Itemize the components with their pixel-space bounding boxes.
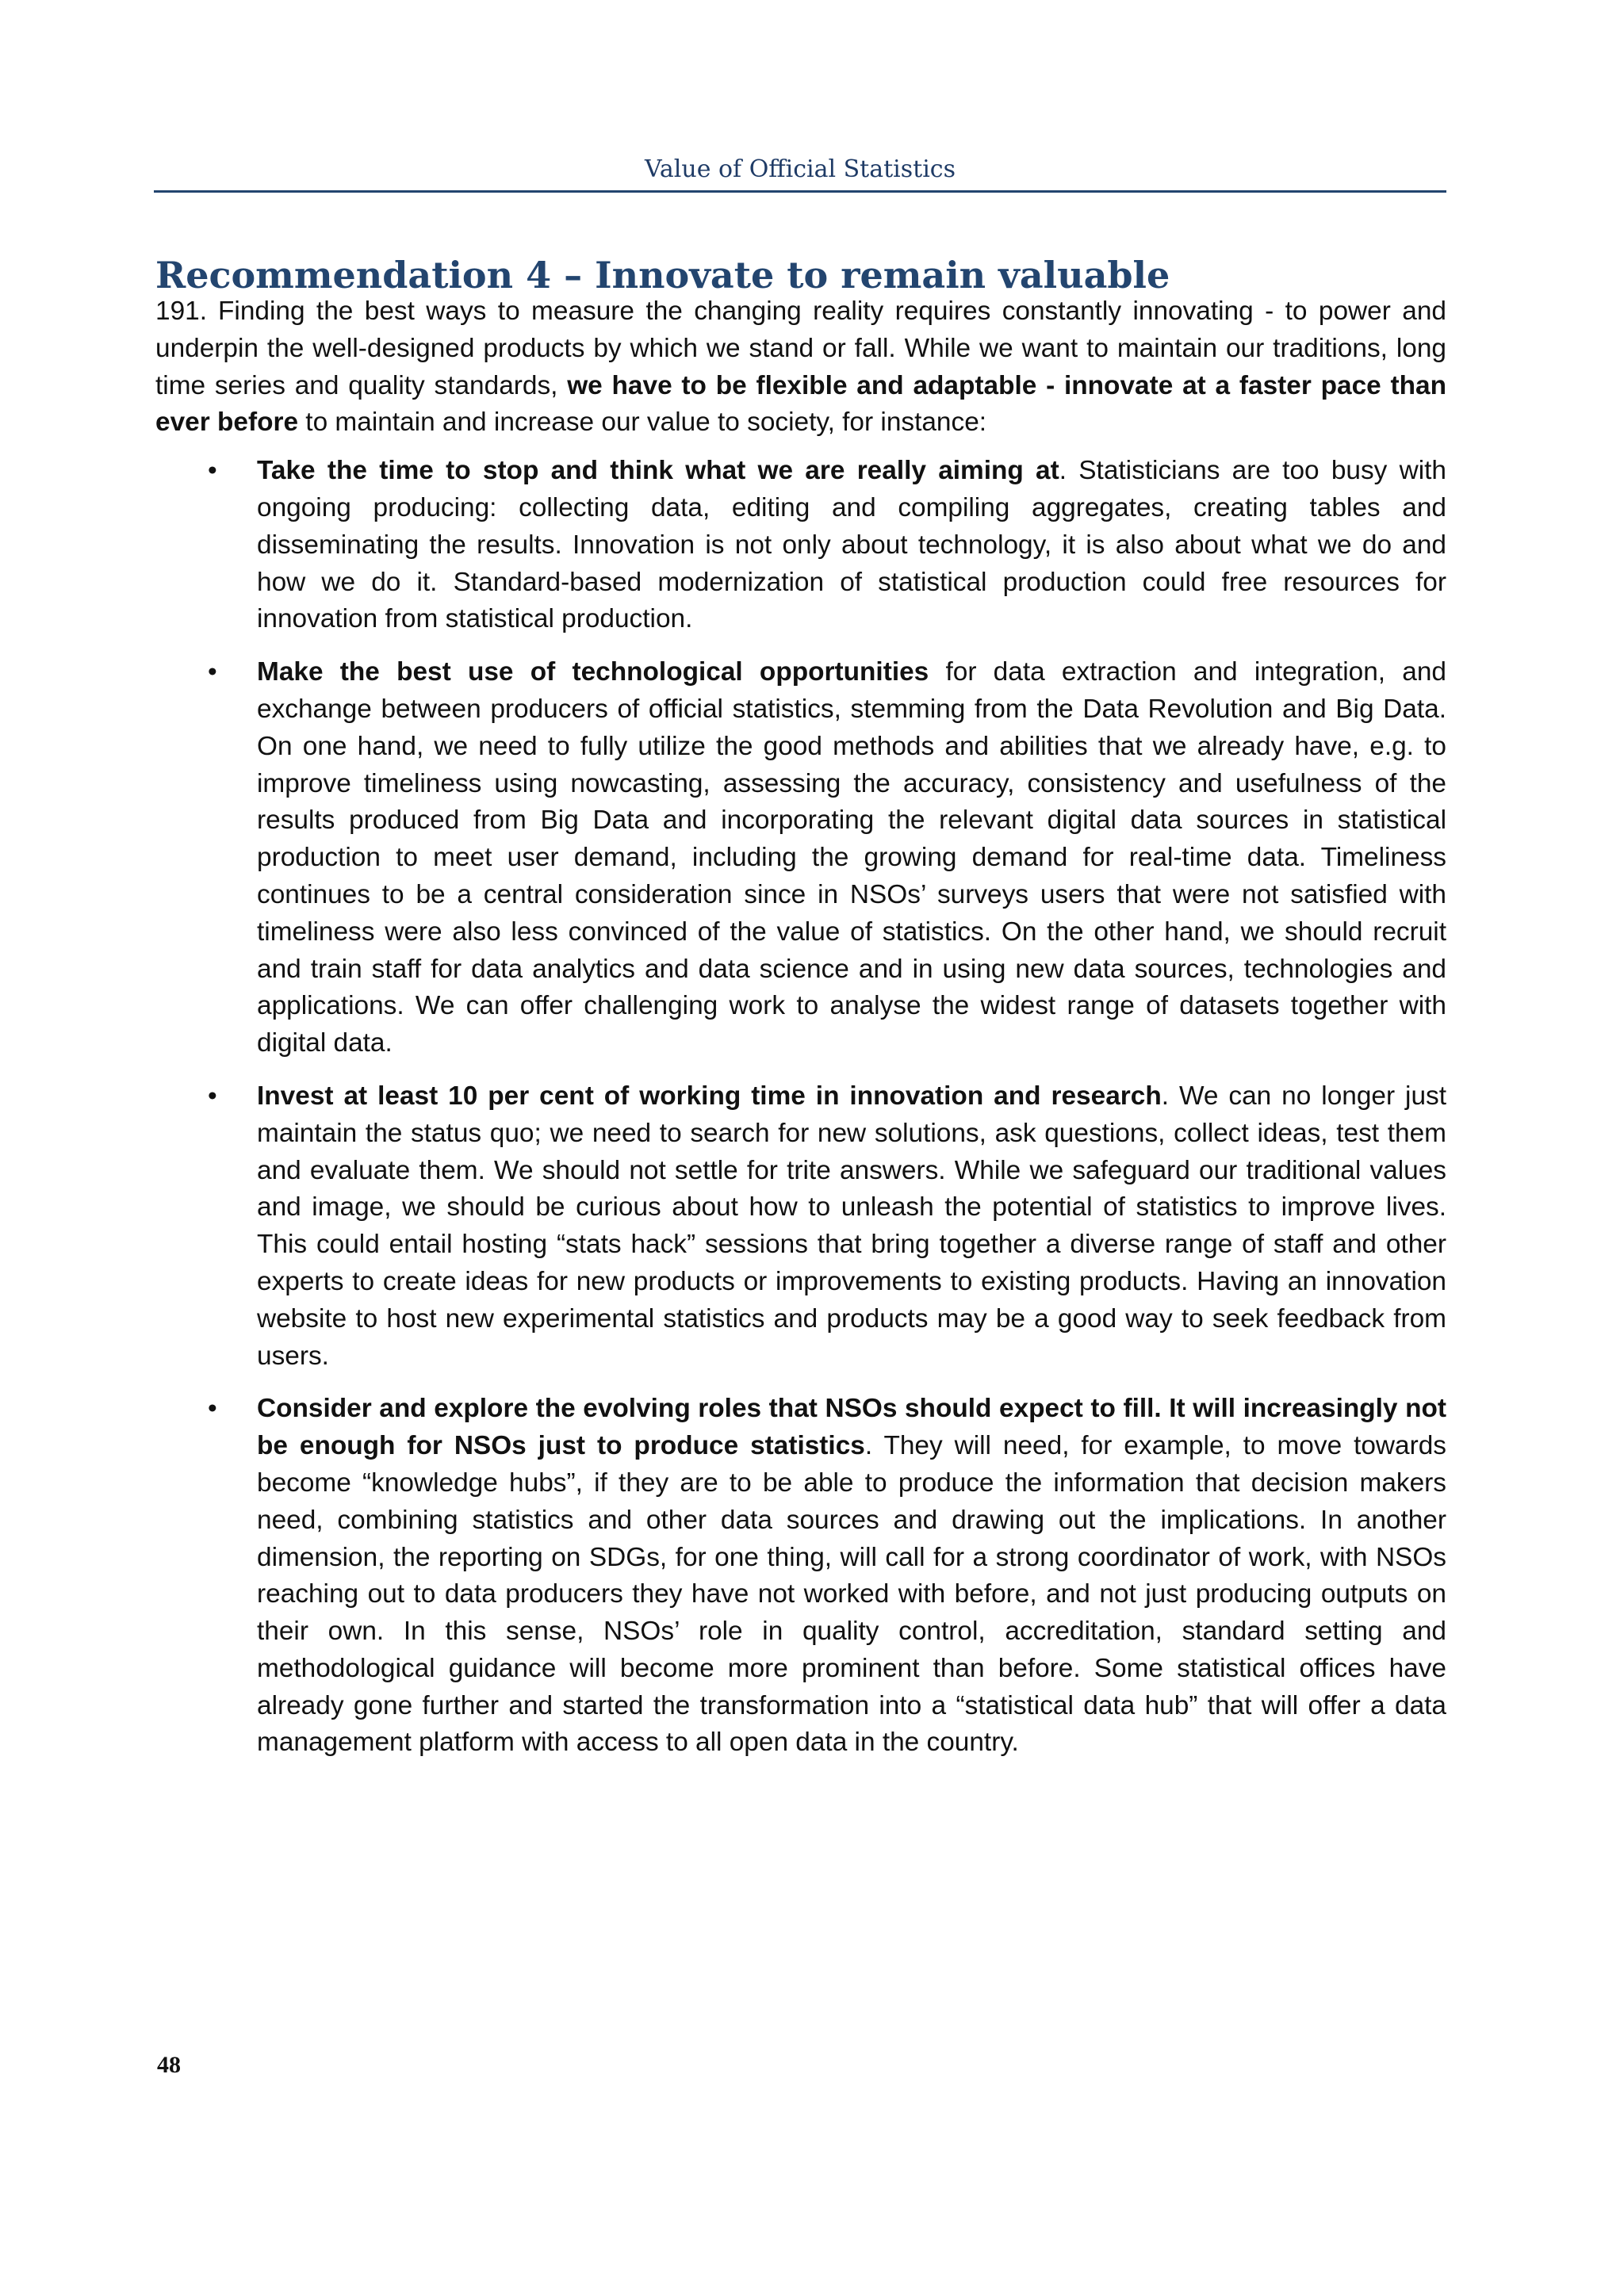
bullet-icon: • xyxy=(208,657,217,687)
bullet-lead: Make the best use of technological opportunities xyxy=(257,657,929,687)
paragraph-text-end: to maintain and increase our value to society, for instance: xyxy=(298,408,987,438)
bullet-text: . We can no longer just maintain the status quo; we need to search for new solutions, ask questions, collect ideas, test them and evaluate them. We should not settle for trite answers. While we safeguard our traditional values and image, we should be curious about how to unleash the potential of statistics to improve lives. This could entail hosting “stats hack” sessions that bring together a diverse range of staff and other experts to create ideas for new products or improvements to existing products. Having an innovation website to host new experimental statistics and products may be a good way to seek feedback from users. xyxy=(257,1081,1447,1371)
section-heading: Recommendation 4 – Innovate to remain valuable xyxy=(155,253,1170,297)
running-header: Value of Official Statistics xyxy=(644,155,956,183)
bullet-item-technology xyxy=(155,654,1446,1062)
recommendation-bullet-list xyxy=(155,453,1446,1762)
page-number: 48 xyxy=(157,2052,181,2078)
bullet-icon: • xyxy=(208,456,217,486)
bullet-text: . They will need, for example, to move towards become “knowledge hubs”, if they are to be able to produce the information that decision makers need, combining statistics and other data sources and drawing out the implications. In another dimension, the reporting on SDGs, for one thing, will call for a strong coordinator of work, with NSOs reaching out to data producers they have not worked with before, and not just producing outputs on their own. In this sense, NSOs’ role in quality control, accreditation, standard setting and methodological guidance will become more prominent than before. Some statistical offices have already gone further and started the transformation into a “statistical data hub” that will offer a data management platform with access to all open data in the country. xyxy=(257,1431,1446,1758)
bullet-lead: Consider and explore the evolving roles that NSOs should expect to fill. It will increasingly not be enough for NSOs just to produce statistics xyxy=(257,1394,1446,1461)
bullet-item-invest xyxy=(155,1078,1446,1375)
bullet-icon: • xyxy=(208,1081,217,1111)
paragraph-emphasis: we have to be flexible and adaptable - innovate at a faster pace than ever before xyxy=(155,370,1446,438)
paragraph-number: 191. xyxy=(155,297,207,326)
bullet-text: for data extraction and integration, and exchange between producers of official statistics, stemming from the Data Revolution and Big Data. On one hand, we need to fully utilize the good methods and abilities that we already have, e.g. to improve timeliness using nowcasting, assessing the accuracy, consistency and usefulness of the results produced from Big Data and incorporating the relevant digital data sources in statistical production to meet user demand, including the growing demand for real-time data. Timeliness continues to be a central consideration since in NSOs’ surveys users that were not satisfied with timeliness were also less convinced of the value of statistics. On the other hand, we should recruit and train staff for data analytics and data science and in using new data sources, technologies and applications. We can offer challenging work to analyse the widest range of datasets together with digital data. xyxy=(257,657,1446,1058)
bullet-text: . Statisticians are too busy with ongoing producing: collecting data, editing and compiling aggregates, creating tables and disseminating the results. Innovation is not only about technology, it is also about what we do and how we do it. Standard-based modernization of statistical production could free resources for innovation from statistical production. xyxy=(257,456,1447,634)
header-rule xyxy=(154,190,1446,193)
bullet-lead: Take the time to stop and think what we are really aiming at xyxy=(257,456,1059,486)
paragraph-191 xyxy=(155,293,1446,442)
bullet-icon: • xyxy=(208,1394,217,1424)
bullet-lead: Invest at least 10 per cent of working time in innovation and research xyxy=(257,1081,1162,1111)
paragraph-text: Finding the best ways to measure the changing reality requires constantly innovating - to power and underpin the well-designed products by which we stand or fall. While we want to maintain our traditions, long time series and quality standards, xyxy=(155,297,1446,400)
bullet-item-take-time xyxy=(155,453,1446,638)
body-text xyxy=(155,293,1446,1777)
bullet-item-evolving-roles xyxy=(155,1391,1446,1762)
